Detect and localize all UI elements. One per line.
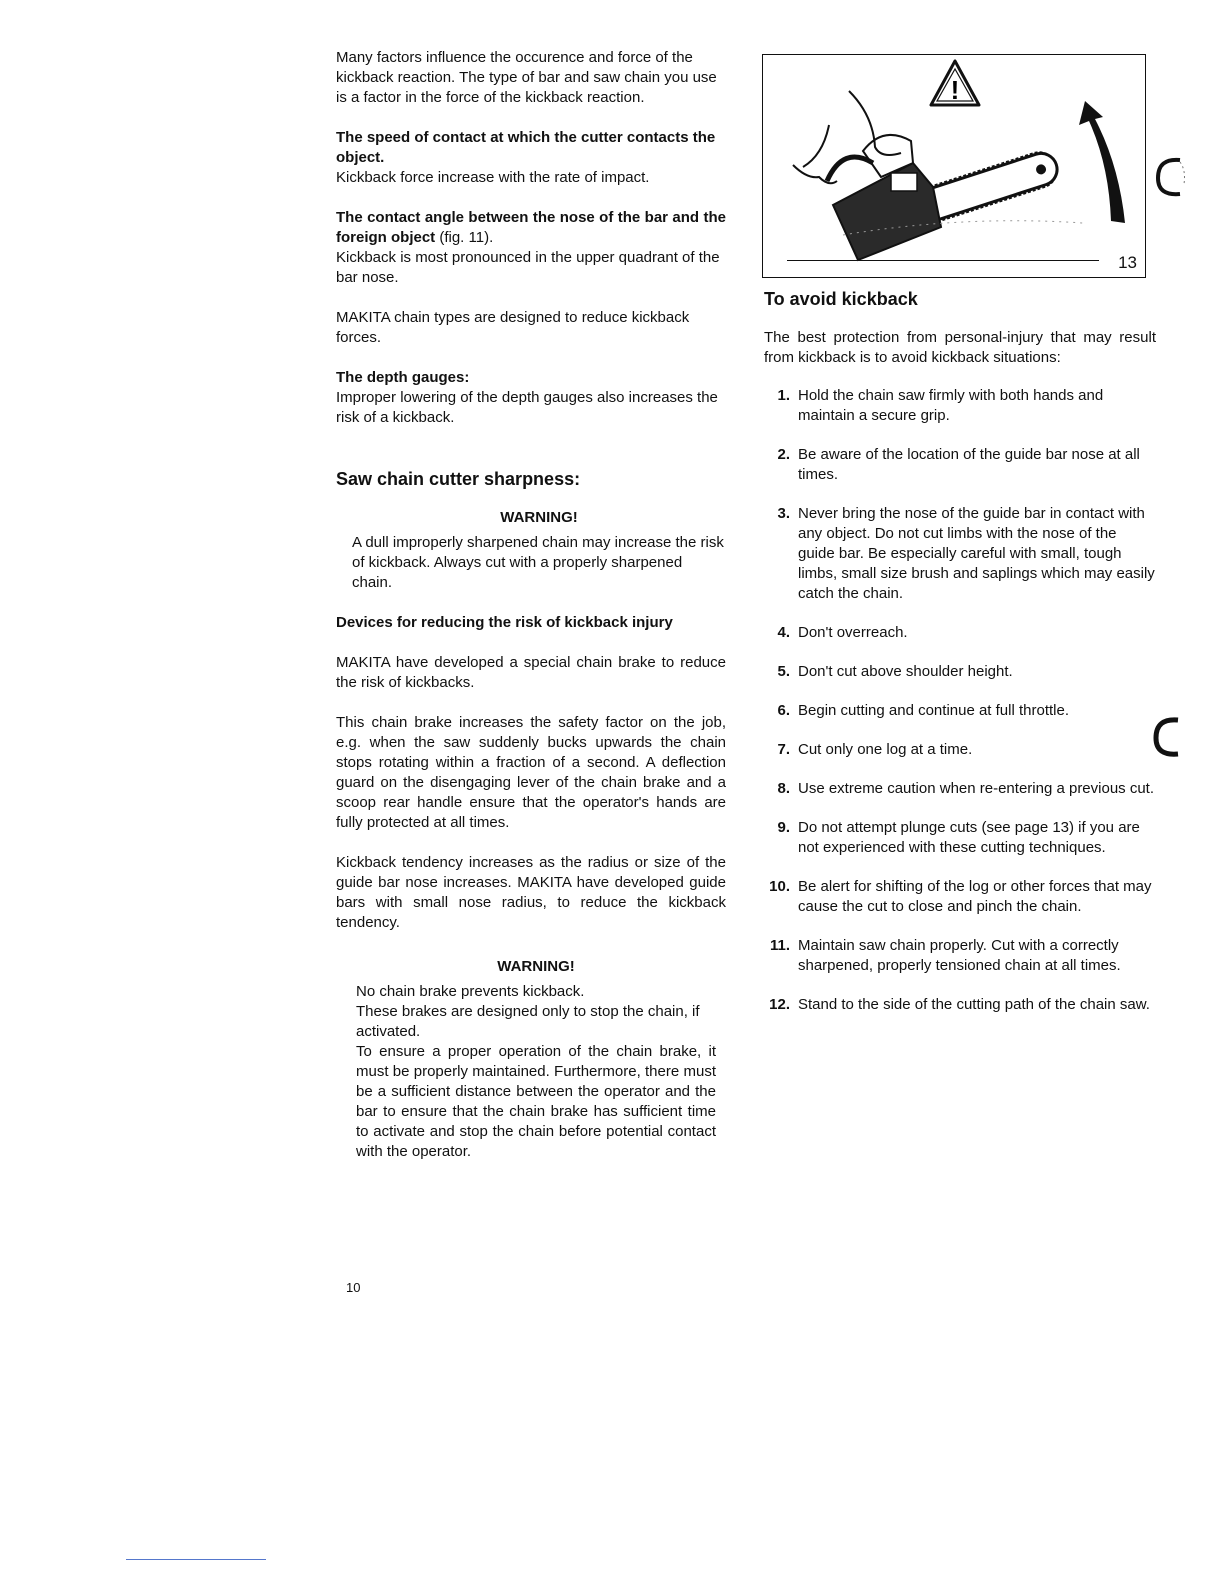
depth-text: Improper lowering of the depth gauges also increases the risk of a kickback. [336,389,718,426]
avoid-kickback-intro: The best protection from personal-injury that may result from kickback is to avoid kickback situations: [764,329,1156,366]
list-item [764,623,1156,643]
item-number: 7. [777,741,790,758]
figure-caption-rule [787,260,1099,261]
list-item [764,877,1156,917]
devices-paragraph-3: Kickback tendency increases as the radius or size of the guide bar nose increases. MAKITA have developed guide bars with small nose radius, to reduce the kickback tendency. [336,854,726,931]
avoid-kickback-heading: To avoid kickback [764,289,918,309]
item-text: Don't overreach. [798,624,908,641]
binder-hole-mark-icon [1148,714,1188,760]
item-number: 5. [777,663,790,680]
item-text: Stand to the side of the cutting path of the chain saw. [798,996,1150,1013]
sharpness-heading: Saw chain cutter sharpness: [336,469,581,489]
chainsaw-kickback-illustration [763,55,1145,277]
item-number: 10. [769,878,790,895]
left-column [336,48,726,1162]
warning-title-2: WARNING! [497,958,575,975]
warning-line-3: To ensure a proper operation of the chain brake, it must be properly maintained. Furthermore, there must be a sufficient distance between the operator and the bar to ensure that the chain brake has sufficient time to activate and stop the chain before potential contact with the operator. [356,1043,716,1160]
list-item [764,386,1156,426]
warning-box-2 [356,957,716,1162]
item-text: Never bring the nose of the guide bar in contact with any object. Do not cut limbs with the nose of the guide bar. Be especially careful with small, tough limbs, small size brush and saplings which may easily catch the chain. [798,505,1155,602]
list-item [764,818,1156,858]
item-number: 8. [777,780,790,797]
item-number: 1. [777,387,790,404]
list-item [764,662,1156,682]
item-text: Do not attempt plunge cuts (see page 13) if you are not experienced with these cutting techniques. [798,819,1140,856]
devices-paragraph-1: MAKITA have developed a special chain brake to reduce the risk of kickbacks. [336,654,726,691]
list-item [764,936,1156,976]
speed-text: Kickback force increase with the rate of impact. [336,169,650,186]
item-text: Begin cutting and continue at full throttle. [798,702,1070,719]
figure-number: 13 [1118,253,1137,272]
item-text: Cut only one log at a time. [798,741,973,758]
item-number: 12. [769,996,790,1013]
warning-title-1: WARNING! [500,509,578,526]
item-number: 9. [777,819,790,836]
item-number: 3. [777,505,790,522]
warning-symbol: ! [950,75,960,105]
devices-paragraph-2: This chain brake increases the safety factor on the job, e.g. when the saw suddenly bucks upwards the chain stops rotating within a fraction of a second. A deflection guard on the disengaging lever of the chain brake and a scoop rear handle ensure that the operator's hands are fully protected at all times. [336,714,726,831]
page-number: 10 [346,1280,361,1295]
right-column [764,288,1156,1034]
item-text: Hold the chain saw firmly with both hands and maintain a secure grip. [798,387,1104,424]
warning-line-2: These brakes are designed only to stop the chain, if activated. [356,1003,700,1040]
item-number: 6. [777,702,790,719]
list-item [764,995,1156,1015]
item-text: Be aware of the location of the guide bar nose at all times. [798,446,1140,483]
avoid-kickback-list [764,386,1156,1015]
warning-text-1: A dull improperly sharpened chain may increase the risk of kickback. Always cut with a properly sharpened chain. [352,534,724,591]
binder-hole-mark-icon [1150,154,1190,200]
item-number: 4. [777,624,790,641]
warning-triangle-icon [931,61,979,105]
list-item [764,445,1156,485]
figure-13 [762,54,1146,278]
list-item [764,740,1156,760]
item-text: Don't cut above shoulder height. [798,663,1013,680]
angle-fig-ref: (fig. 11). [435,229,494,246]
list-item [764,779,1156,799]
chain-types-paragraph: MAKITA chain types are designed to reduce kickback forces. [336,309,690,346]
footer-rule [126,1559,266,1560]
speed-heading: The speed of contact at which the cutter contacts the object. [336,129,716,166]
angle-text: Kickback is most pronounced in the upper quadrant of the bar nose. [336,249,720,286]
item-text: Use extreme caution when re-entering a previous cut. [798,780,1155,797]
intro-paragraph: Many factors influence the occurence and force of the kickback reaction. The type of bar and saw chain you use is a factor in the force of the kickback reaction. [336,49,717,106]
item-text: Be alert for shifting of the log or other forces that may cause the cut to close and pinch the chain. [798,878,1152,915]
warning-line-1: No chain brake prevents kickback. [356,983,585,1000]
devices-heading: Devices for reducing the risk of kickback injury [336,614,673,631]
kickback-arrow-icon [1079,101,1125,223]
item-text: Maintain saw chain properly. Cut with a correctly sharpened, properly tensioned chain at all times. [798,937,1121,974]
item-number: 2. [777,446,790,463]
list-item [764,701,1156,721]
item-number: 11. [769,937,790,954]
angle-heading: The contact angle between the nose of the bar and the foreign object [336,209,726,246]
warning-box-1 [352,508,726,593]
depth-heading: The depth gauges: [336,369,470,386]
list-item [764,504,1156,604]
angle-heading-block [336,208,726,248]
